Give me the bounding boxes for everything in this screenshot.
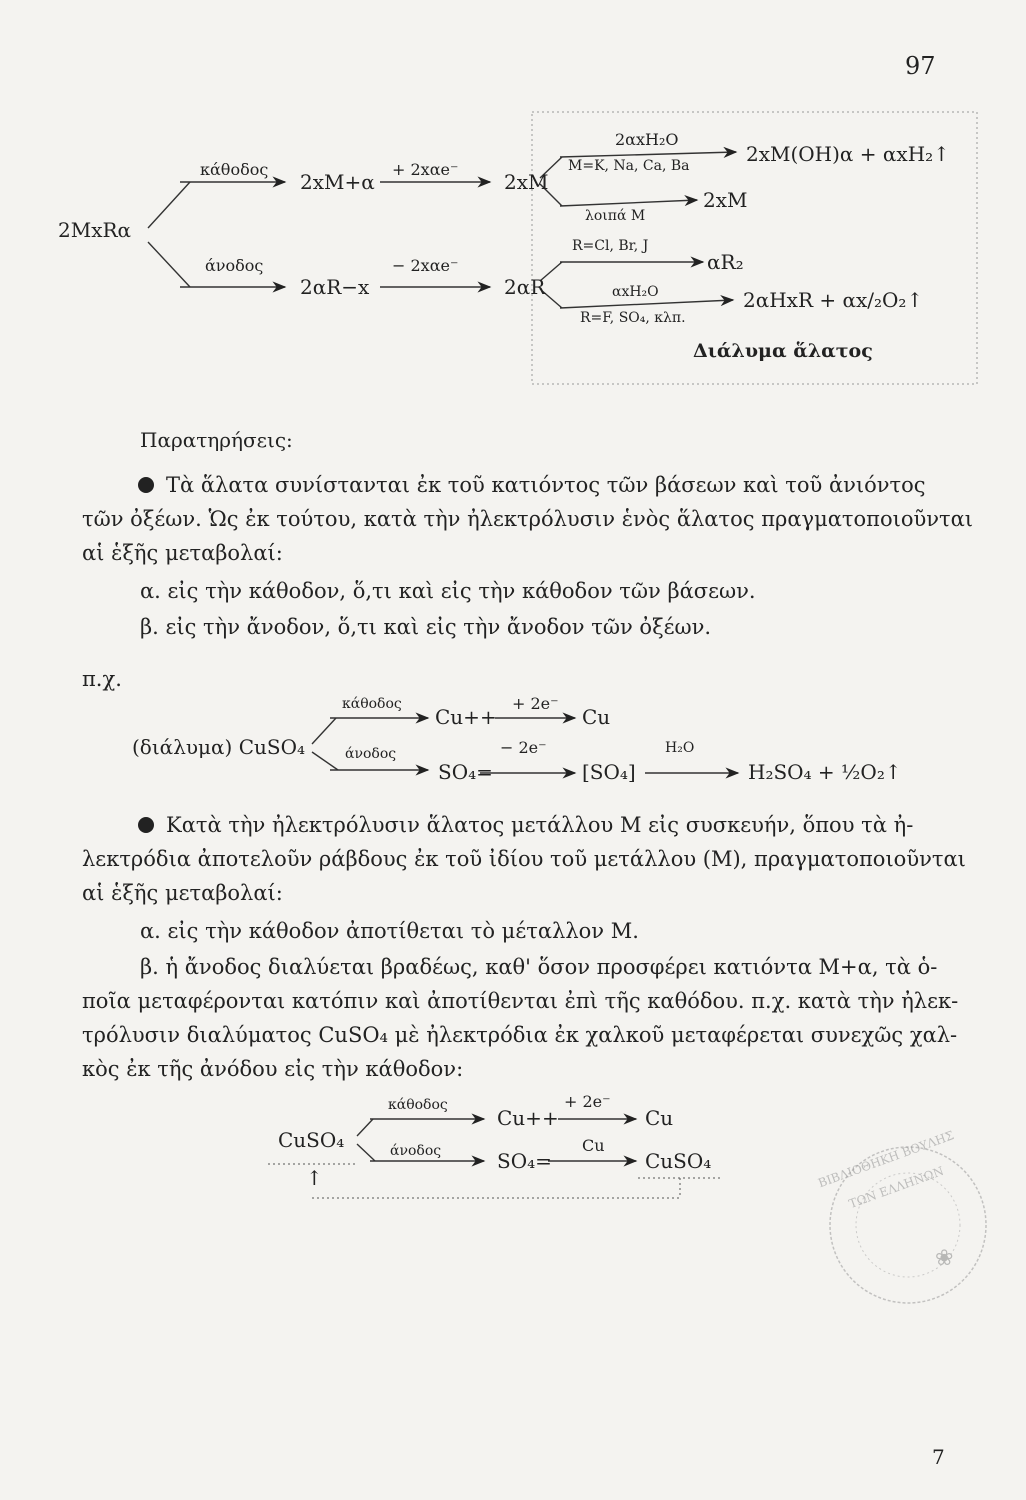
para2-item-b4: κὸς ἐκ τῆς ἀνόδου εἰς τὴν κάθοδον: (82, 1057, 464, 1081)
scheme3-anode-reagent: Cu (582, 1136, 605, 1155)
scheme3-cathode-product: Cu (645, 1106, 674, 1130)
box-bottom-reagent: αxH₂O (612, 284, 659, 300)
box-top-condition: M=K, Na, Ca, Ba (568, 158, 690, 174)
para2-item-b3: τρόλυσιν διαλύματος CuSO₄ μὲ ἠλεκτρόδια ἐκ χαλκοῦ μεταφέρεται συνεχῶς χαλ- (82, 1023, 958, 1047)
para2-item-a: α. εἰς τὴν κάθοδον ἀποτίθεται τὸ μέταλλον Μ. (140, 919, 639, 943)
scheme1-anode-product: 2αR (504, 275, 546, 299)
para2-line2: λεκτρόδια ἀποτελοῦν ράβδους ἐκ τοῦ ἰδίου τοῦ μετάλλου (Μ), πραγματοποιοῦνται (82, 847, 966, 871)
para1-line2: τῶν ὀξέων. Ὡς ἐκ τούτου, κατὰ τὴν ἠλεκτρόλυσιν ἑνὸς ἅλατος πραγματοποιοῦνται (82, 507, 974, 531)
scheme3-cathode-label: κάθοδος (388, 1097, 448, 1113)
recycle-arrow-icon: ↑ (306, 1166, 323, 1190)
box-caption: Διάλυμα ἅλατος (693, 340, 873, 362)
scheme3-anode-ion: SO₄= (497, 1149, 552, 1173)
bullet-icon (138, 477, 154, 493)
para2-item-b2: ποῖα μεταφέρονται κατόπιν καὶ ἀποτίθενται ἐπὶ τῆς καθόδου. π.χ. κατὰ τὴν ἠλεκ- (82, 989, 959, 1013)
scheme2-anode-ion: SO₄= (438, 760, 493, 784)
scheme2-cathode-ion: Cu++ (435, 705, 497, 729)
scheme2-anode-product: H₂SO₄ + ½O₂↑ (748, 760, 902, 784)
scheme1-anode-ion: 2αR−x (300, 275, 370, 299)
scheme1-anode-electrons: − 2xαe⁻ (392, 256, 459, 275)
box-mid-product: 2xM (703, 188, 748, 212)
scheme2-cathode-electrons: + 2e⁻ (512, 694, 559, 713)
scheme1-reactant: 2MxRα (58, 218, 132, 242)
bullet-icon (138, 817, 154, 833)
scheme1-cathode-product: 2xM (504, 170, 549, 194)
scheme2-cathode-product: Cu (582, 705, 611, 729)
box-top-reagent: 2αxH₂O (615, 130, 679, 149)
footer-page-number: 7 (932, 1445, 945, 1469)
scheme1-cathode-label: κάθοδος (200, 160, 269, 179)
box-bottom-product: 2αHxR + αx/₂O₂↑ (743, 288, 924, 312)
scheme2-cathode-label: κάθοδος (342, 696, 402, 712)
para2-line3: αἱ ἑξῆς μεταβολαί: (82, 881, 283, 905)
box-halide-condition: R=Cl, Br, J (572, 238, 649, 254)
para1-line1: Τὰ ἅλατα συνίστανται ἐκ τοῦ κατιόντος τῶν βάσεων καὶ τοῦ ἀνιόντος (138, 468, 926, 502)
scheme2-anode-label: άνοδος (345, 746, 397, 762)
box-bottom-condition: R=F, SO₄, κλπ. (580, 310, 686, 326)
page-number: 97 (905, 52, 936, 80)
svg-text:❀: ❀ (935, 1246, 954, 1271)
scheme3-anode-label: άνοδος (390, 1143, 442, 1159)
para2-item-b1: β. ἡ ἄνοδος διαλύεται βραδέως, καθ' ὅσον προσφέρει κατιόντα Μ+α, τὰ ὁ- (140, 955, 938, 979)
box-mid-condition: λοιπά M (585, 208, 646, 224)
para1-item-a: α. εἰς τὴν κάθοδον, ὅ,τι καὶ εἰς τὴν κάθοδον τῶν βάσεων. (140, 579, 756, 603)
box-top-product: 2xM(OH)α + αxH₂↑ (746, 142, 950, 166)
scheme3-anode-product: CuSO₄ (645, 1149, 712, 1173)
observations-heading: Παρατηρήσεις: (140, 428, 293, 452)
box-halide-product: αR₂ (707, 250, 744, 274)
scheme3-cathode-ion: Cu++ (497, 1106, 559, 1130)
scheme1-cathode-electrons: + 2xαe⁻ (392, 160, 459, 179)
para1-item-b: β. εἰς τὴν ἄνοδον, ὅ,τι καὶ εἰς τὴν ἄνοδον τῶν ὀξέων. (140, 615, 712, 639)
scheme2-anode-electrons: − 2e⁻ (500, 738, 547, 757)
scheme2-anode-mid: [SO₄] (582, 760, 636, 784)
scheme1-anode-label: άνοδος (205, 256, 264, 275)
scheme1-cathode-ion: 2xM+α (300, 170, 375, 194)
stamp-text: ΒΙΒΛΙΟΘΗΚΗ ΒΟΥΛΗΣ ΤΩΝ ΕΛΛΗΝΩΝ (816, 1128, 956, 1212)
scheme3-reactant: CuSO₄ (278, 1128, 345, 1152)
para1-line3: αἱ ἑξῆς μεταβολαί: (82, 541, 283, 565)
example-label: π.χ. (82, 667, 122, 691)
scheme2-reactant: (διάλυμα) CuSO₄ (132, 735, 305, 759)
para2-line1: Κατὰ τὴν ἠλεκτρόλυσιν ἅλατος μετάλλου Μ εἰς συσκευήν, ὅπου τὰ ἠ- (138, 808, 913, 842)
scheme2-anode-reagent: H₂O (665, 740, 695, 756)
scheme3-cathode-electrons: + 2e⁻ (564, 1092, 611, 1111)
